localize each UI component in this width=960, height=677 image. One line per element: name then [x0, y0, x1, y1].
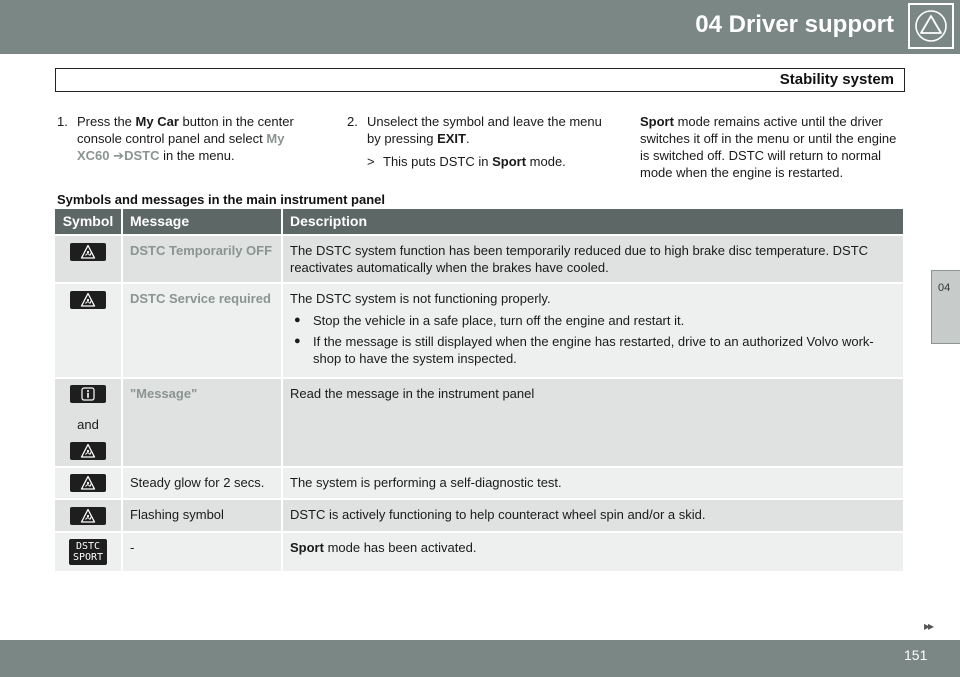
dstc-sport-badge — [69, 539, 107, 565]
note-text: mode remains active until the driver switches it off in the menu or until the engine is switched off. DSTC will return to normal mode when the engine is restarted. — [640, 114, 897, 180]
step1-text-pre: Press the — [77, 114, 136, 129]
result-sport-label: Sport — [492, 154, 527, 169]
table-row — [55, 499, 904, 532]
symbol-cell — [55, 378, 122, 467]
message-text: DSTC Temporarily OFF — [130, 243, 273, 258]
message-text: "Message" — [130, 386, 198, 401]
note-sport-label: Sport — [640, 114, 674, 129]
footer-bar — [0, 640, 960, 677]
step-number: 1. — [57, 114, 68, 129]
chapter-side-tab[interactable] — [931, 270, 960, 344]
bullet-item: ● If the message is still displayed when the engine has restarted, drive to an authorized Volvo work-shop to have the system inspected. — [290, 333, 896, 367]
result-text-post: mode. — [526, 154, 566, 169]
section-title-box — [55, 68, 905, 92]
description-text: mode has been activated. — [323, 539, 477, 555]
step1-text-post: in the menu. — [159, 148, 235, 163]
dstc-skid-icon — [70, 442, 106, 460]
description-text: The DSTC system is not functioning properly. — [290, 291, 551, 306]
table-row — [55, 378, 904, 467]
menu-arrow-icon: ➔ — [113, 148, 125, 163]
step2-text-pre: Unselect the symbol and leave the menu by pressing — [367, 114, 602, 146]
symbol-and-text: and — [77, 417, 99, 432]
symbol-cell — [55, 499, 122, 532]
result-text-pre: This puts DSTC in — [383, 154, 493, 169]
table-row — [55, 235, 904, 283]
info-icon — [70, 385, 106, 403]
description-cell: The system is performing a self-diagnostic test. — [282, 467, 904, 500]
dstc-skid-icon — [70, 507, 106, 525]
dstc-skid-icon — [70, 243, 106, 261]
symbols-messages-table — [55, 209, 905, 571]
menu-path-my-xc60: My XC60 — [77, 131, 285, 163]
column-header-symbol: Symbol — [55, 209, 122, 235]
table-row — [55, 532, 904, 571]
description-sport-label: Sport — [290, 539, 324, 555]
chapter-title: 04 Driver support — [695, 11, 894, 38]
dstc-skid-icon — [70, 474, 106, 492]
menu-path-dstc: DSTC — [124, 148, 160, 163]
instruction-step-1 — [57, 113, 319, 164]
symbol-cell — [55, 467, 122, 500]
message-cell: - — [122, 532, 282, 571]
message-text: DSTC Service required — [130, 291, 271, 306]
step-number: 2. — [347, 114, 358, 129]
table-header-row — [55, 209, 904, 235]
column-header-message: Message — [122, 209, 282, 235]
table-heading: Symbols and messages in the main instrument panel — [57, 192, 385, 207]
bullet-list — [290, 312, 896, 367]
message-cell: Steady glow for 2 secs. — [122, 467, 282, 500]
table-row — [55, 283, 904, 378]
result-text — [383, 153, 566, 170]
result-marker: > — [367, 154, 375, 169]
column-header-description: Description — [282, 209, 904, 235]
symbol-cell — [55, 283, 122, 378]
section-title: Stability system — [779, 71, 894, 88]
step1-text-mid: button in the center console control panel and select — [77, 114, 294, 146]
message-cell — [122, 378, 282, 467]
step2-text-post: . — [466, 131, 470, 146]
symbol-cell — [55, 235, 122, 283]
warning-triangle-icon — [908, 3, 954, 49]
bullet-item: ● Stop the vehicle in a safe place, turn off the engine and restart it. — [290, 312, 896, 329]
description-cell — [282, 532, 904, 571]
symbol-cell — [55, 532, 122, 571]
description-cell: The DSTC system function has been temporarily reduced due to high brake disc temperature. DSTC reactivates automatically when the brakes have cooled. — [282, 235, 904, 283]
step-result — [367, 153, 617, 170]
step-text — [77, 113, 319, 164]
side-tab-label: 04 — [938, 282, 951, 294]
next-page-arrows-icon: ▸▸ — [924, 619, 933, 633]
description-cell: DSTC is actively functioning to help counteract wheel spin and/or a skid. — [282, 499, 904, 532]
instruction-step-2 — [347, 113, 617, 170]
message-cell: Flashing symbol — [122, 499, 282, 532]
page-number: 151 — [904, 647, 928, 663]
message-cell — [122, 283, 282, 378]
sport-mode-note — [640, 113, 902, 181]
exit-button-label: EXIT — [437, 131, 466, 146]
my-car-button-label: My Car — [135, 114, 179, 129]
badge-line-sport: SPORT — [72, 551, 104, 563]
step-text — [367, 113, 617, 147]
dstc-skid-icon — [70, 291, 106, 309]
message-cell — [122, 235, 282, 283]
table-row — [55, 467, 904, 500]
badge-line-dstc: DSTC — [75, 540, 101, 552]
description-cell — [282, 283, 904, 378]
description-cell: Read the message in the instrument panel — [282, 378, 904, 467]
